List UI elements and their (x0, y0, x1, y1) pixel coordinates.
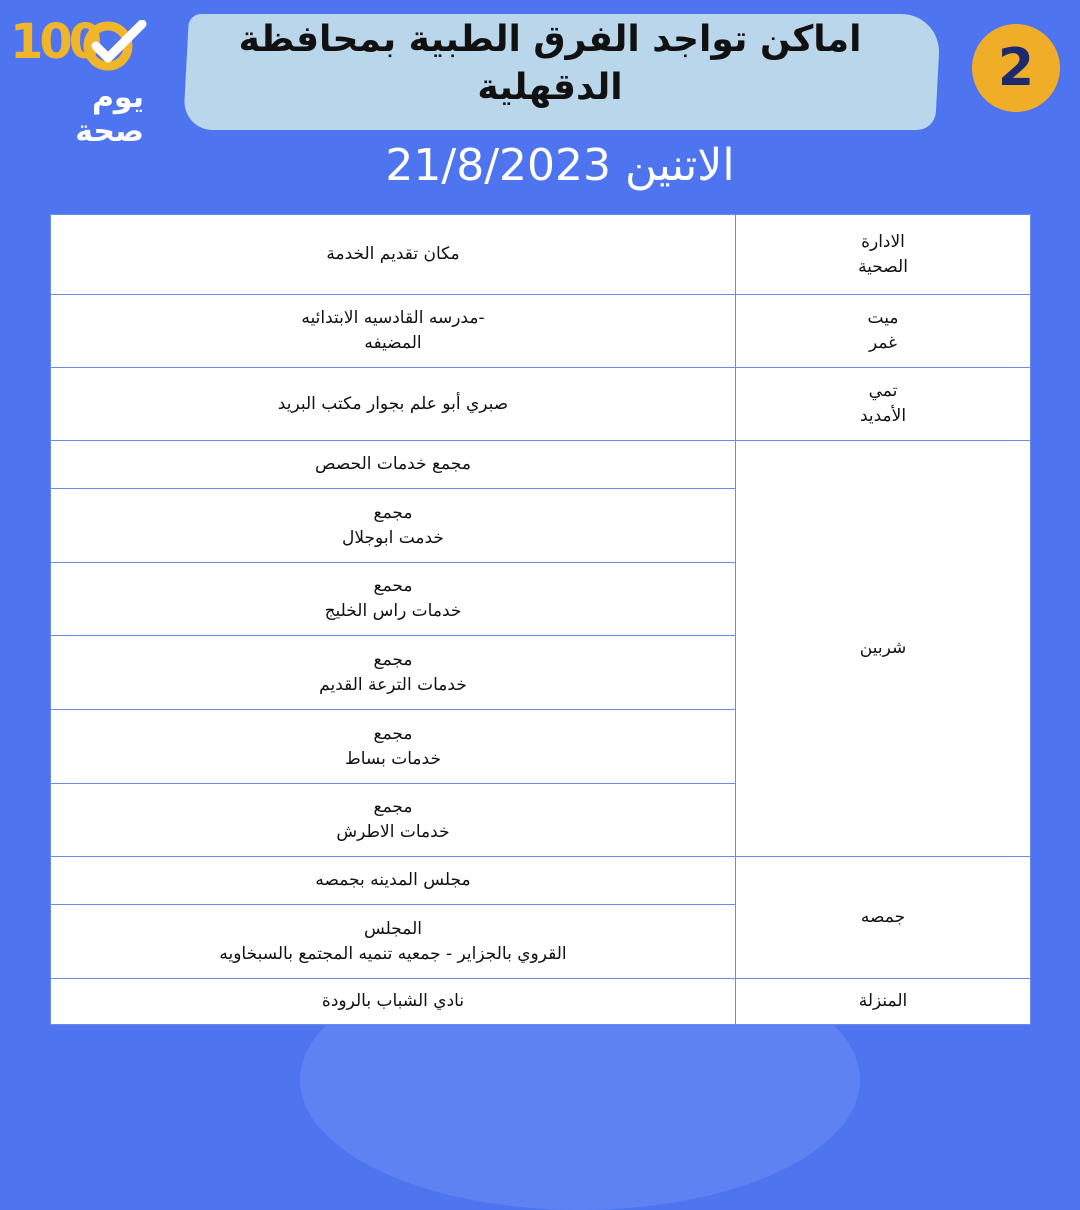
logo (10, 14, 150, 154)
date-heading: الاتنين 21/8/2023 (385, 140, 735, 191)
admin-label: المنزلة (858, 991, 908, 1011)
place-cell (51, 784, 736, 857)
admin-label: جمصه (860, 907, 906, 927)
admin-cell (736, 857, 1031, 979)
admin-label: تمي الأمديد (859, 381, 907, 426)
admin-label: ميت غمر (867, 308, 899, 353)
place-cell (51, 368, 736, 441)
admin-cell (736, 441, 1031, 857)
header-admin: الادارة الصحية (736, 215, 1031, 295)
place-cell (51, 857, 736, 905)
logo-word-health: صحة (75, 114, 144, 149)
table-row (51, 295, 1031, 368)
place-cell (51, 563, 736, 636)
page-number-badge: 2 (972, 24, 1060, 112)
place-cell (51, 489, 736, 563)
place-label: مجمع خدمت ابوجلال (342, 502, 444, 548)
place-label: مجمع خدمات بساط (345, 723, 441, 769)
place-label: مجمع خدمات الترعة القديم (319, 649, 467, 695)
table-row (51, 979, 1031, 1025)
place-label: -مدرسه القادسيه الابتدائيه المضيفه (301, 308, 485, 353)
place-cell (51, 441, 736, 489)
table-row (51, 441, 1031, 489)
place-label: صبري أبو علم بجوار مكتب البريد (277, 393, 509, 414)
table-row (51, 368, 1031, 441)
logo-word-day: يوم (91, 80, 144, 115)
place-cell (51, 979, 736, 1025)
admin-cell (736, 368, 1031, 441)
schedule-table (50, 214, 1031, 1025)
place-cell (51, 710, 736, 784)
place-label: مجلس المدينه بجمصه (315, 870, 471, 890)
header-place: مكان تقديم الخدمة (51, 215, 736, 295)
place-cell (51, 636, 736, 710)
place-label: نادي الشباب بالرودة (321, 991, 465, 1011)
page-title: اماكن تواجد الفرق الطبية بمحافظة الدقهلية (238, 19, 862, 108)
place-label: مجمع خدمات الحصص (315, 454, 471, 474)
admin-cell (736, 979, 1031, 1025)
place-label: محمع خدمات راس الخليج (324, 576, 462, 621)
table-row (51, 857, 1031, 905)
logo-number: 100 (10, 14, 99, 70)
table-header-row (51, 215, 1031, 295)
checkmark-icon (80, 20, 150, 72)
place-cell (51, 295, 736, 368)
place-label: المجلس القروي بالجزاير - جمعيه تنميه المجتمع بالسبخاويه (219, 918, 567, 964)
place-cell (51, 905, 736, 979)
place-label: مجمع خدمات الاطرش (336, 797, 450, 842)
admin-cell (736, 295, 1031, 368)
admin-label: شربين (859, 638, 907, 658)
